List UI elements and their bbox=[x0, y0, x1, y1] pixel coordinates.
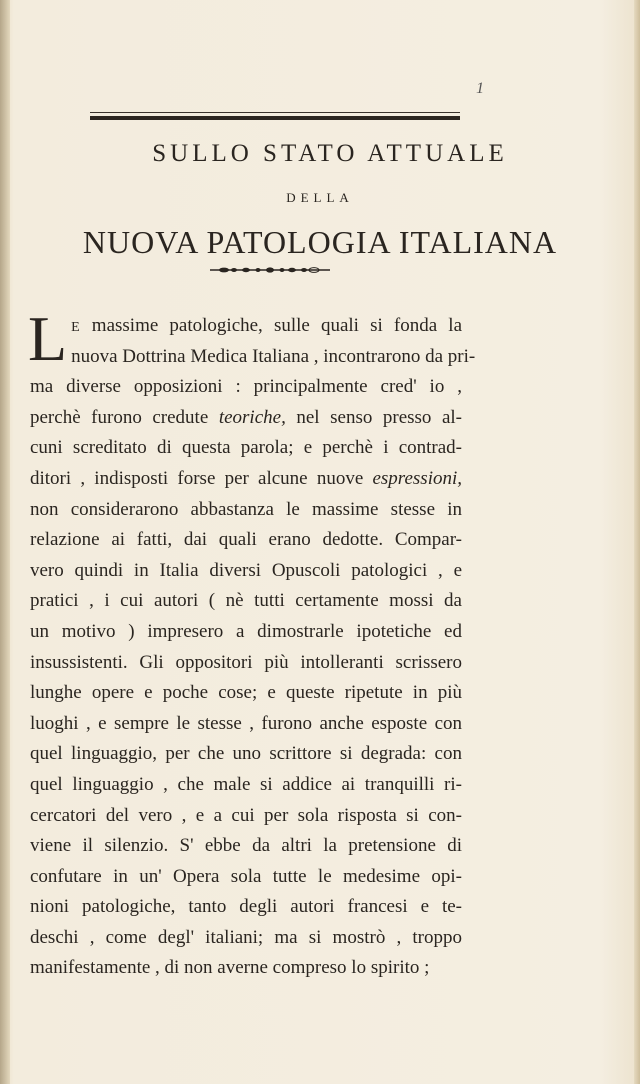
small-cap-e: E bbox=[71, 320, 81, 335]
drop-cap: L bbox=[28, 303, 68, 374]
text-line-9: vero quindi in Italia diversi Opuscoli patologici , e bbox=[30, 559, 462, 581]
text-line-19: confutare in un' Opera sola tutte le medesime opi- bbox=[30, 865, 462, 887]
italic-espressioni: espressioni, bbox=[372, 467, 462, 489]
page-number: 1 bbox=[476, 80, 484, 97]
title-line-3: NUOVA PATOLOGIA ITALIANA bbox=[82, 224, 558, 260]
line-4-end: nel senso presso al- bbox=[296, 406, 463, 428]
text-line-17: cercatori del vero , e a cui per sola risposta si con- bbox=[30, 804, 462, 826]
ornamental-divider bbox=[210, 266, 330, 274]
body-paragraph bbox=[28, 303, 476, 984]
text-line-6 bbox=[30, 464, 462, 495]
text-line-20: nioni patologiche, tanto degli autori francesi e te- bbox=[30, 896, 462, 918]
text-line-16: quel linguaggio , che male si addice ai tranquilli ri- bbox=[30, 773, 462, 795]
title-line-1: SULLO STATO ATTUALE bbox=[152, 140, 508, 167]
ornament-icon bbox=[210, 266, 330, 274]
text-line-5: cuni screditato di questa parola; e perchè i contrad- bbox=[30, 437, 462, 459]
text-line-4 bbox=[30, 403, 462, 434]
text-line-2: nuova Dottrina Medica Italiana , incontrarono da pri- bbox=[71, 345, 476, 367]
text-line-18: viene il silenzio. S' ebbe da altri la pretensione di bbox=[30, 835, 462, 857]
text-line-22: manifestamente , di non averne compreso lo spirito ; bbox=[30, 957, 430, 979]
title-line-2: DELLA bbox=[286, 190, 354, 205]
text-line-1 bbox=[30, 311, 462, 342]
text-line-13: lunghe opere e poche cose; e queste ripetute in più bbox=[30, 682, 462, 704]
line-6-start: ditori , indisposti forse per alcune nuove bbox=[30, 467, 364, 489]
text-line-10: pratici , i cui autori ( nè tutti certamente mossi da bbox=[30, 590, 462, 612]
text-line-12: insussistenti. Gli oppositori più intolleranti scrissero bbox=[30, 651, 462, 673]
header-double-rule bbox=[90, 112, 460, 121]
text-line-11: un motivo ) impresero a dimostrarle ipotetiche ed bbox=[30, 620, 462, 642]
text-line-15: quel linguaggio, per che uno scrittore si degrada: con bbox=[30, 743, 462, 765]
text-line-21: deschi , come degl' italiani; ma si mostrò , troppo bbox=[30, 926, 462, 948]
text-line-3: ma diverse opposizioni : principalmente cred' io , bbox=[30, 376, 462, 398]
line-4-start: perchè furono credute bbox=[30, 406, 209, 428]
text-line-14: luoghi , e sempre le stesse , furono anche esposte con bbox=[30, 712, 462, 734]
text-line-8: relazione ai fatti, dai quali erano dedotte. Compar- bbox=[30, 529, 462, 551]
line-1-text: massime patologiche, sulle quali si fonda la bbox=[91, 315, 462, 336]
italic-teoriche: teoriche, bbox=[218, 406, 286, 428]
thin-rule bbox=[90, 112, 460, 113]
thick-rule bbox=[90, 116, 460, 120]
text-line-7: non considerarono abbastanza le massime stesse in bbox=[30, 498, 462, 520]
